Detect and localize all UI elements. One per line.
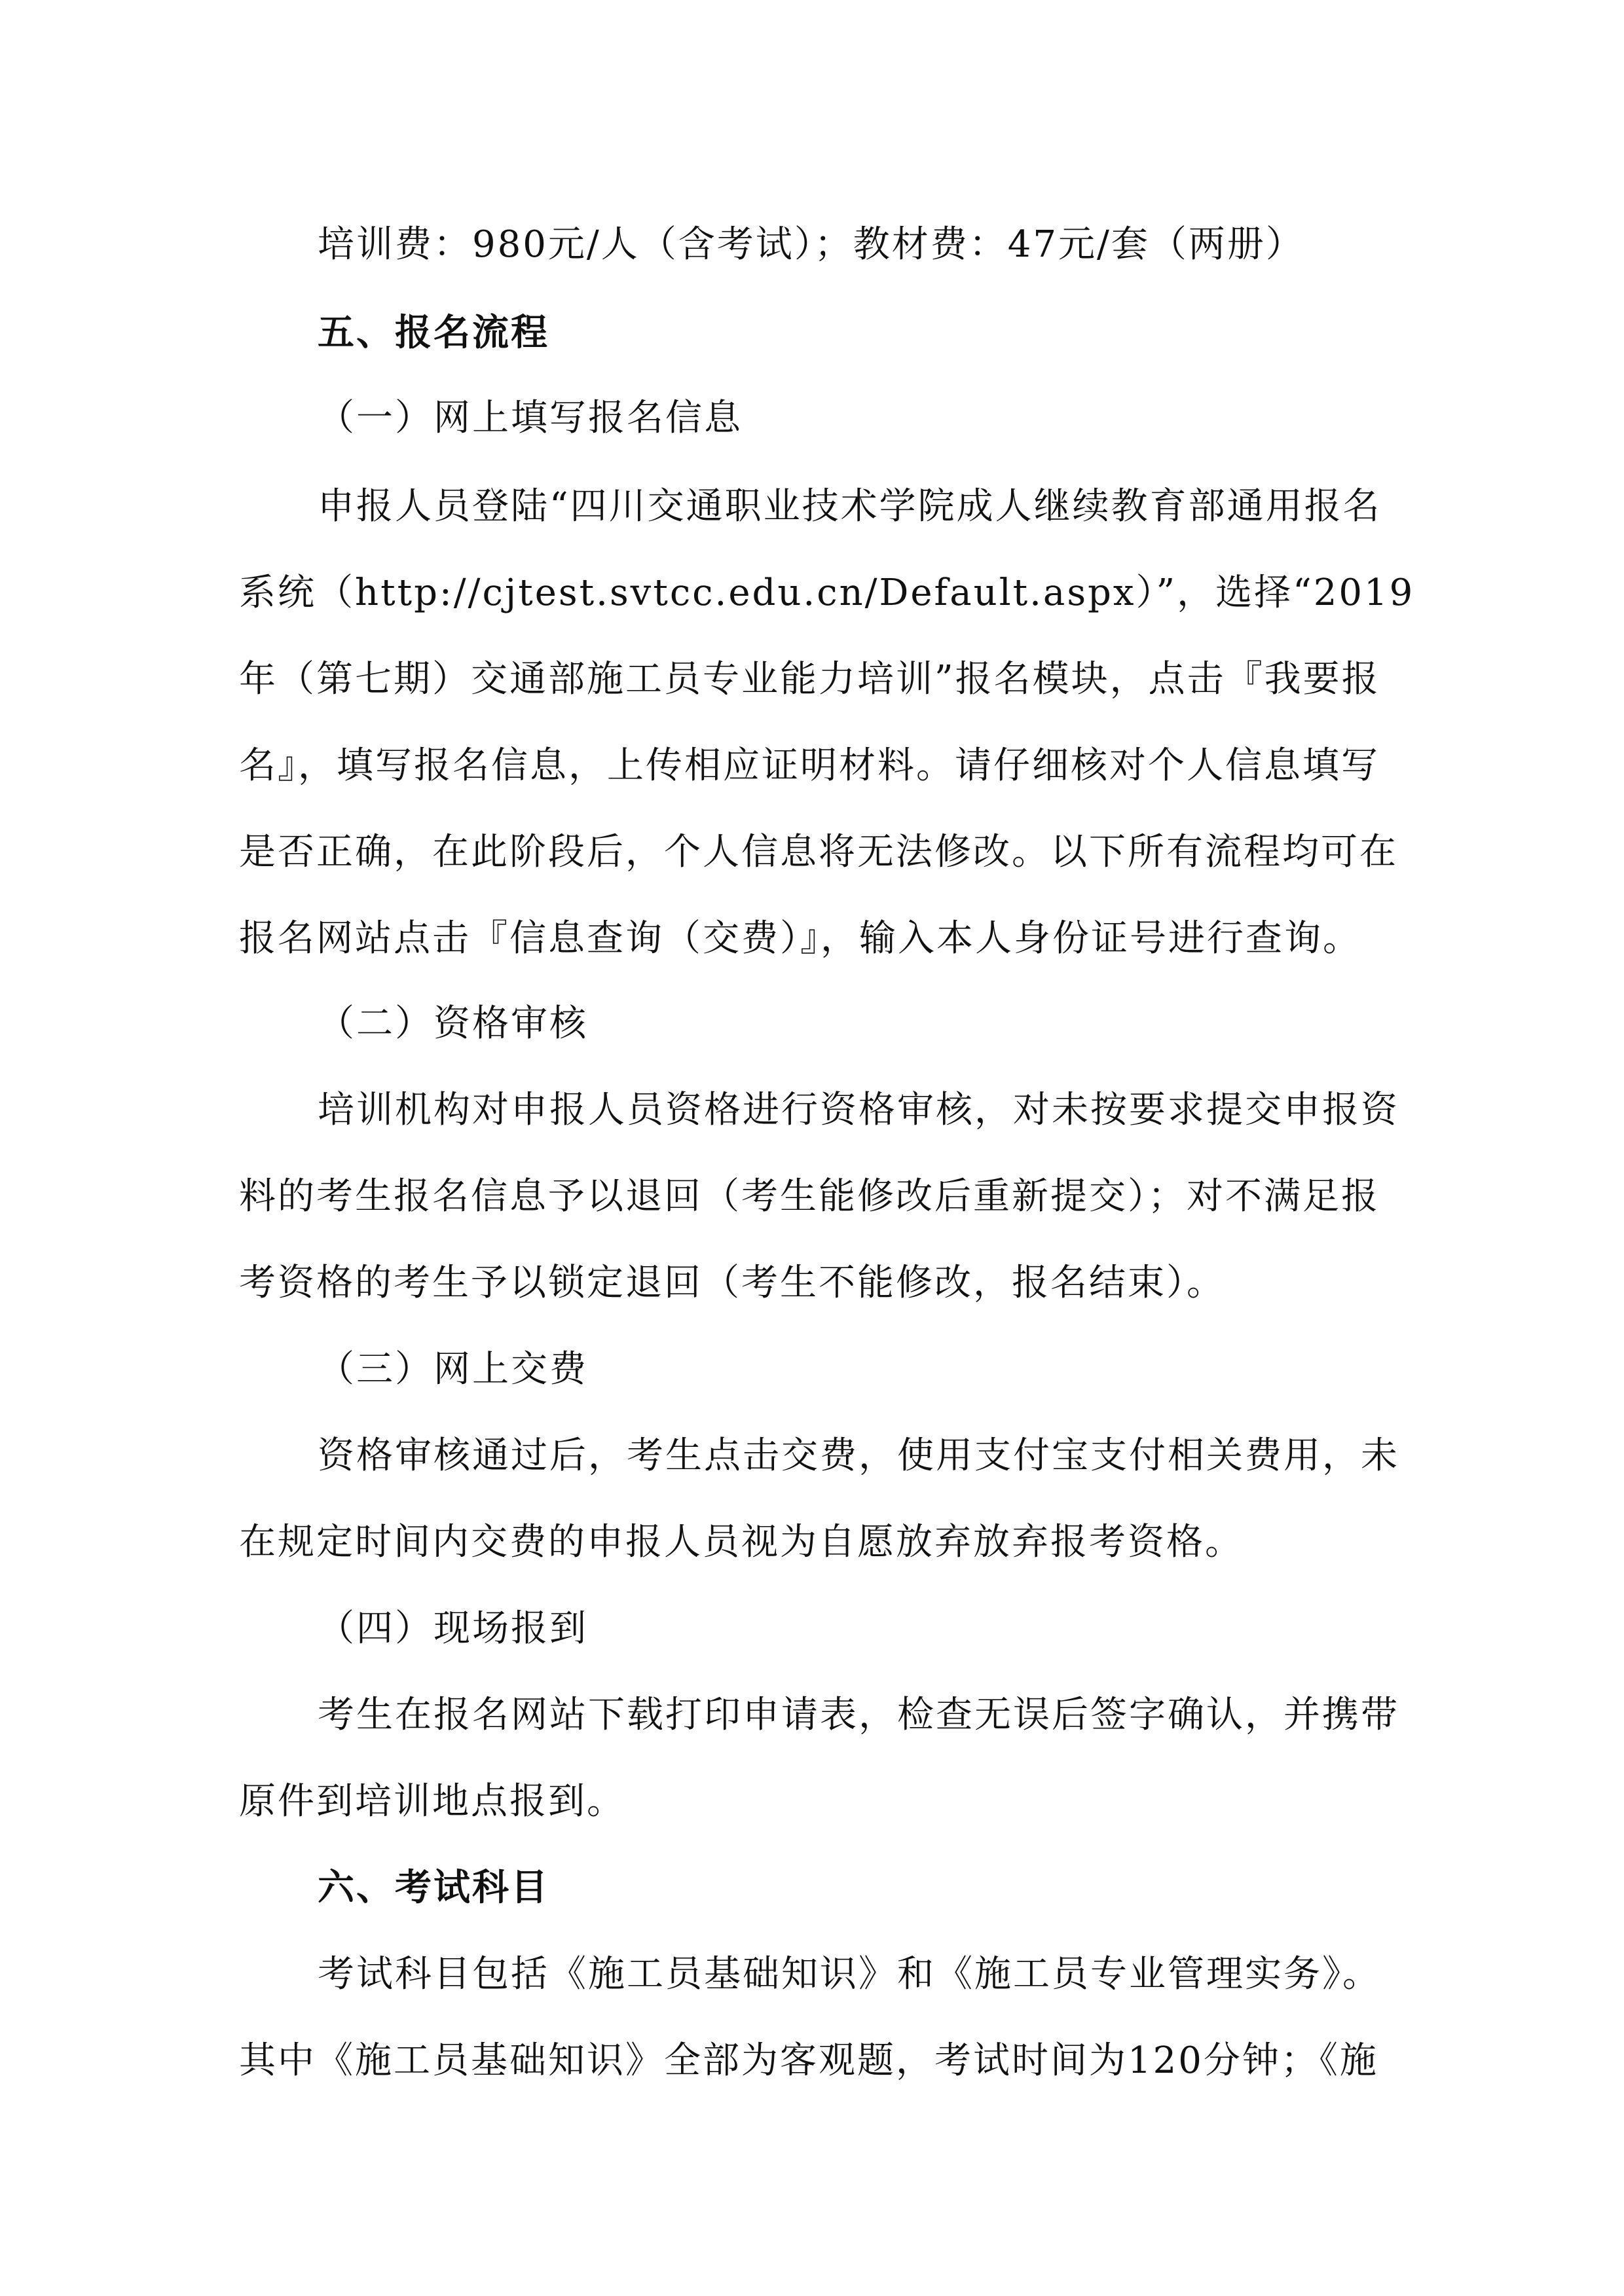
- paragraph-line: 考资格的考生予以锁定退回（考生不能修改，报名结束）。: [239, 1262, 1225, 1304]
- paragraph-line: 培训机构对申报人员资格进行资格审核，对未按要求提交申报资: [318, 1089, 1399, 1131]
- section-6-heading: 六、考试科目: [318, 1867, 549, 1909]
- paragraph-line: 其中《施工员基础知识》全部为客观题，考试时间为120分钟；《施: [239, 2039, 1378, 2082]
- section-5-heading: 五、报名流程: [318, 312, 549, 354]
- paragraph-line: 报名网站点击『信息查询（交费）』，输入本人身份证号进行查询。: [239, 917, 1361, 960]
- subsection-2-heading: （二）资格审核: [318, 1002, 588, 1045]
- paragraph-line: 料的考生报名信息予以退回（考生能修改后重新提交）；对不满足报: [239, 1175, 1380, 1218]
- paragraph-line: 在规定时间内交费的申报人员视为自愿放弃放弃报考资格。: [239, 1521, 1244, 1563]
- paragraph-line: 原件到培训地点报到。: [239, 1780, 625, 1823]
- paragraph-line: 名』，填写报名信息，上传相应证明材料。请仔细核对个人信息填写: [239, 744, 1380, 787]
- paragraph-line: 考试科目包括《施工员基础知识》和《施工员专业管理实务》。: [318, 1953, 1381, 1995]
- paragraph-line: 系统（http://cjtest.svtcc.edu.cn/Default.aspx）”，选择“2019: [239, 572, 1415, 614]
- paragraph-line: 申报人员登陆“四川交通职业技术学院成人继续教育部通用报名: [318, 485, 1382, 528]
- fees-line: 培训费：980元/人（含考试）；教材费：47元/套（两册）: [318, 223, 1304, 266]
- paragraph-line: 年（第七期）交通部施工员专业能力培训”报名模块，点击『我要报: [239, 658, 1380, 701]
- paragraph-line: 考生在报名网站下载打印申请表，检查无误后签字确认，并携带: [318, 1694, 1399, 1736]
- paragraph-line: 资格审核通过后，考生点击交费，使用支付宝支付相关费用，未: [318, 1434, 1399, 1477]
- subsection-4-heading: （四）现场报到: [318, 1607, 588, 1650]
- subsection-3-heading: （三）网上交费: [318, 1348, 588, 1391]
- subsection-1-heading: （一）网上填写报名信息: [318, 397, 743, 439]
- paragraph-line: 是否正确，在此阶段后，个人信息将无法修改。以下所有流程均可在: [239, 831, 1398, 873]
